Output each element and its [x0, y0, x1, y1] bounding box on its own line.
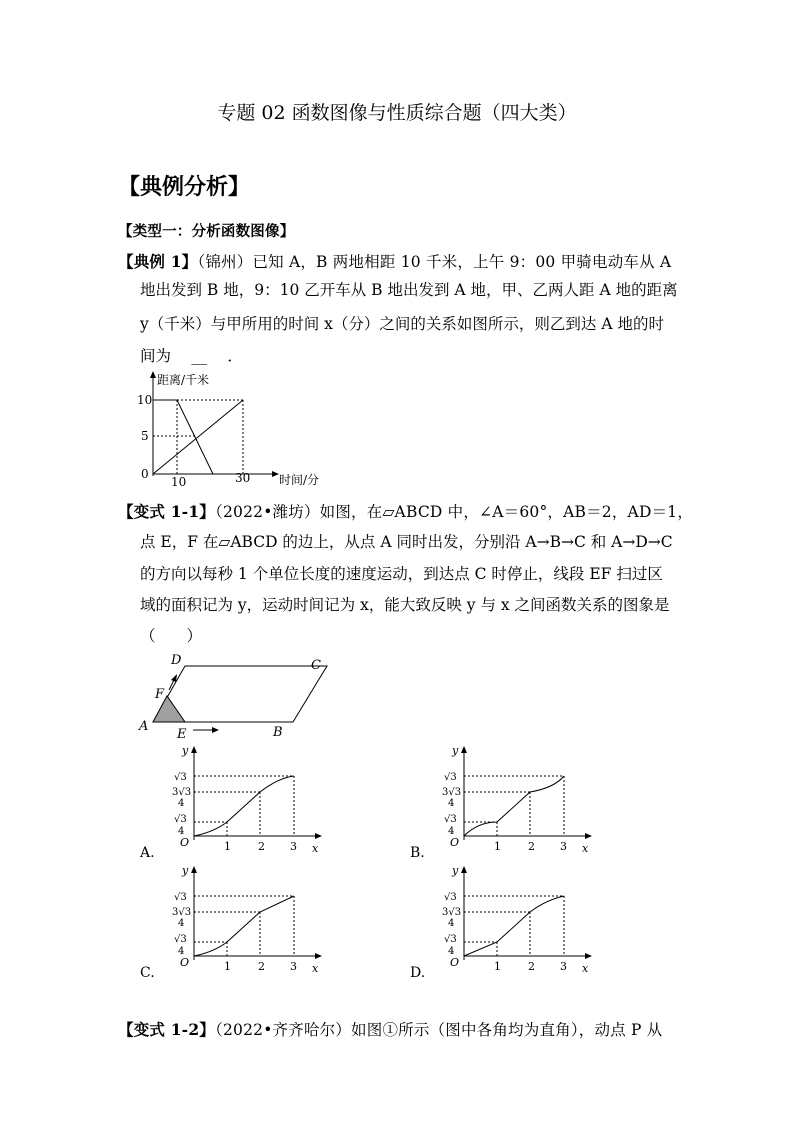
axis-o: O: [180, 956, 190, 969]
axis-y: y: [182, 864, 189, 877]
axis-x: x: [312, 962, 319, 975]
example1-line4: 间为 __ ．: [140, 347, 243, 365]
label-F: F: [155, 687, 165, 702]
example1-line2: 地出发到 B 地，9：10 乙开车从 B 地出发到 A 地，甲、乙两人距 A 地的距离: [140, 281, 678, 299]
type-label: 【类型一：分析函数图像】: [118, 223, 295, 240]
ytick-4b: 4: [448, 946, 455, 957]
graph-ytick-0: 0: [141, 467, 149, 481]
axis-x: x: [312, 842, 319, 855]
ytick-4b: 4: [448, 826, 455, 837]
variant1-2-tag: 【变式 1-2】: [118, 1020, 215, 1039]
graph-ytick-5: 5: [141, 429, 149, 443]
graph-ylabel: 距离/千米: [157, 373, 210, 387]
ytick-sqrt3: √3: [174, 892, 187, 903]
ytick-3sqrt3: 3√3: [172, 907, 192, 918]
axis-y: y: [452, 864, 459, 877]
xtick-3: 3: [560, 960, 567, 973]
ytick-sqrt3-4: √3: [174, 934, 187, 945]
variant1-2-line1: [118, 1018, 662, 1040]
variant1-1-line2: 点 E，F 在▱ABCD 的边上，从点 A 同时出发，分别沿 A→B→C 和 A→D→C: [140, 533, 673, 551]
graph-xtick-30: 30: [235, 471, 251, 485]
ytick-sqrt3-4: √3: [444, 814, 457, 825]
axis-y: y: [182, 744, 189, 757]
variant1-1-line4: 域的面积记为 y，运动时间记为 x，能大致反映 y 与 x 之间函数关系的图象是: [140, 596, 670, 614]
option-a-graph: [140, 742, 330, 862]
xtick-2: 2: [528, 960, 535, 973]
ytick-sqrt3: √3: [174, 772, 187, 783]
xtick-1: 1: [224, 960, 231, 973]
xtick-2: 2: [258, 960, 265, 973]
graph-ytick-10: 10: [137, 393, 153, 407]
axis-y: y: [452, 744, 459, 757]
axis-o: O: [450, 956, 460, 969]
option-c-label: C.: [140, 965, 155, 981]
label-A: A: [139, 719, 149, 734]
axis-x: x: [582, 962, 589, 975]
ytick-4b: 4: [178, 946, 185, 957]
label-D: D: [171, 653, 182, 668]
option-d-graph: [410, 862, 600, 982]
label-C: C: [311, 658, 321, 673]
label-B: B: [273, 725, 283, 740]
ytick-sqrt3-4: √3: [444, 934, 457, 945]
option-c-graph: [140, 862, 330, 982]
axis-x: x: [582, 842, 589, 855]
example1-text: （锦州）已知 A，B 两地相距 10 千米，上午 9：00 甲骑电动车从 A: [197, 253, 672, 271]
curve-a: [194, 776, 294, 836]
section-heading: 【典例分析】: [118, 175, 251, 200]
curve-d: [464, 896, 564, 956]
ytick-4b: 4: [178, 826, 185, 837]
ytick-4: 4: [178, 798, 185, 809]
xtick-1: 1: [224, 840, 231, 853]
variant1-1-line5: （ ）: [140, 627, 203, 645]
ytick-sqrt3-4: √3: [174, 814, 187, 825]
variant1-1-line3: 的方向以每秒 1 个单位长度的速度运动，到达点 C 时停止，线段 EF 扫过区: [140, 565, 663, 583]
curve-b: [464, 776, 564, 836]
curve-c: [194, 896, 294, 956]
label-E: E: [177, 727, 187, 742]
ytick-3sqrt3: 3√3: [442, 907, 462, 918]
page-title: 专题 02 函数图像与性质综合题（四大类）: [217, 102, 577, 124]
variant1-1-tag: 【变式 1-1】: [118, 502, 215, 521]
ytick-4: 4: [448, 918, 455, 929]
example1-line3: y（千米）与甲所用的时间 x（分）之间的关系如图所示，则乙到达 A 地的时: [140, 315, 664, 333]
option-a-label: A.: [140, 845, 155, 861]
ytick-4: 4: [178, 918, 185, 929]
axis-o: O: [180, 836, 190, 849]
axis-o: O: [450, 836, 460, 849]
option-d-label: D.: [410, 965, 426, 981]
ytick-3sqrt3: 3√3: [442, 787, 462, 798]
variant1-1-line1: [118, 500, 693, 522]
distance-time-graph: [135, 368, 345, 488]
xtick-3: 3: [290, 960, 297, 973]
example1-tag: 【典例 1】: [118, 252, 198, 271]
xtick-3: 3: [290, 840, 297, 853]
option-b-label: B.: [410, 845, 425, 861]
graph-xlabel: 时间/分: [279, 473, 320, 487]
xtick-3: 3: [560, 840, 567, 853]
example1-line1: [118, 250, 671, 272]
option-b-graph: [410, 742, 600, 862]
ytick-3sqrt3: 3√3: [172, 787, 192, 798]
variant1-2-text: （2022•齐齐哈尔）如图①所示（图中各角均为直角），动点 P 从: [215, 1021, 663, 1039]
xtick-2: 2: [258, 840, 265, 853]
graph-line-jia: [153, 400, 243, 474]
xtick-2: 2: [528, 840, 535, 853]
xtick-1: 1: [494, 960, 501, 973]
variant1-1-text: （2022•潍坊）如图，在▱ABCD 中，∠A＝60°，AB＝2，AD＝1，: [215, 503, 694, 521]
ytick-sqrt3: √3: [444, 892, 457, 903]
graph-xtick-10: 10: [171, 475, 187, 488]
ytick-sqrt3: √3: [444, 772, 457, 783]
parallelogram-figure: [135, 652, 335, 742]
graph-line-yi: [177, 400, 213, 474]
ytick-4: 4: [448, 798, 455, 809]
xtick-1: 1: [494, 840, 501, 853]
